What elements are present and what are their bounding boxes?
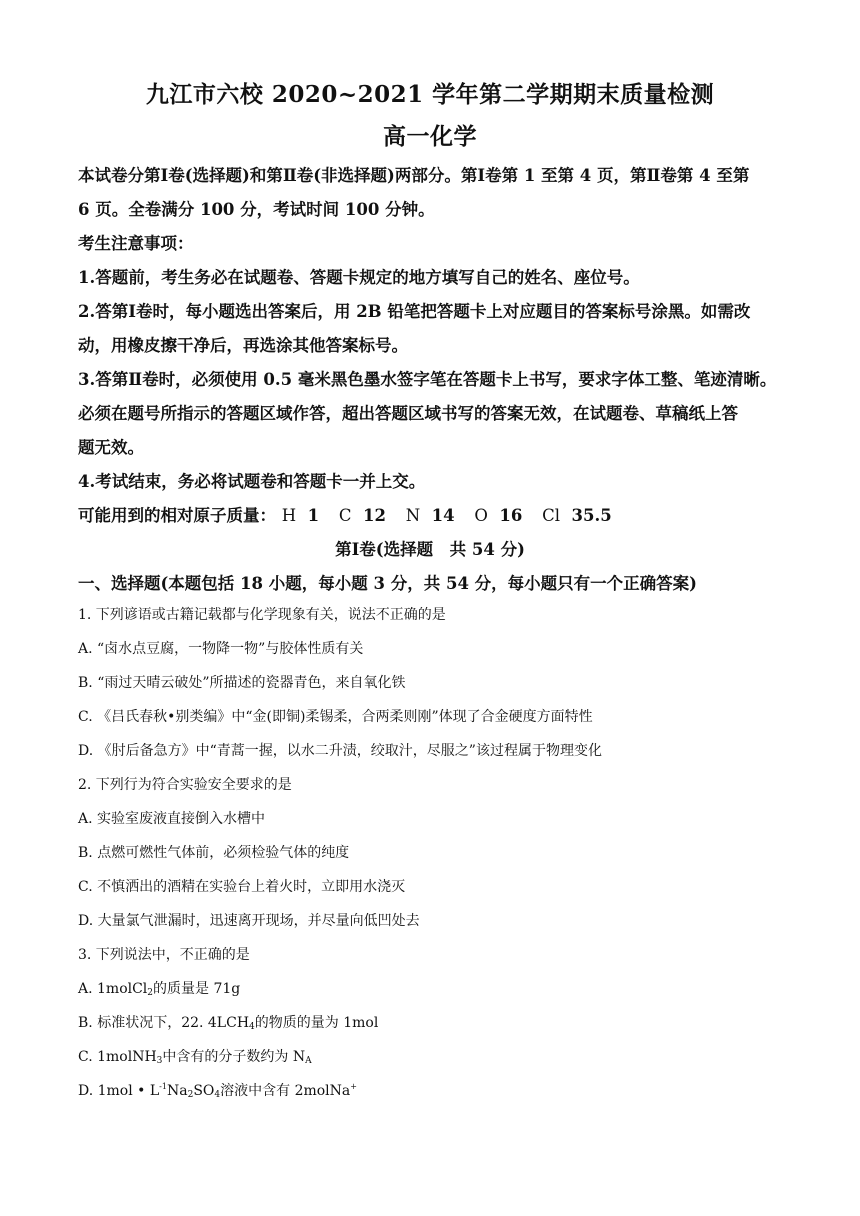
q1-option-b: B. “雨过天晴云破处”所描述的瓷器青色，来自氧化铁 — [78, 675, 406, 691]
q3-d-sup: + — [350, 1082, 357, 1091]
notice-item-3a: 3.答第Ⅱ卷时，必须使用 0.5 毫米黑色墨水签字笔在答题卡上书写，要求字体工整、笔迹清晰。 — [78, 370, 777, 389]
intro-line-1: 本试卷分第Ⅰ卷(选择题)和第Ⅱ卷(非选择题)两部分。第Ⅰ卷第 1 至第 4 页，第Ⅱ卷第 4 至第 — [78, 166, 750, 185]
q3-c-text: C. 1molNH — [78, 1049, 157, 1065]
q3-b-text: B. 标准状况下，22. 4LCH — [78, 1015, 250, 1031]
q3-d-text: 溶液中含有 2molNa — [220, 1083, 351, 1099]
atomic-mass-el: H — [281, 506, 297, 525]
atomic-mass-el: Cl — [542, 506, 561, 525]
q2-option-c: C. 不慎洒出的酒精在实验台上着火时，立即用水浇灭 — [78, 879, 406, 895]
q2-option-d: D. 大量氯气泄漏时，迅速离开现场，并尽量向低凹处去 — [78, 913, 420, 929]
atomic-mass-el: O — [474, 506, 488, 525]
q3-d-sub: 4 — [214, 1090, 221, 1100]
q2-option-a: A. 实验室废液直接倒入水槽中 — [78, 811, 266, 827]
notice-item-1: 1.答题前，考生务必在试题卷、答题卡规定的地方填写自己的姓名、座位号。 — [78, 268, 640, 287]
q3-d-text: Na — [166, 1083, 188, 1099]
part1-heading: 第Ⅰ卷(选择题 共 54 分) — [335, 540, 525, 559]
q3-option-d — [78, 1080, 357, 1100]
atomic-mass-val: 16 — [499, 506, 523, 525]
notice-item-2b: 动，用橡皮擦干净后，再选涂其他答案标号。 — [78, 336, 408, 355]
q3-option-c — [78, 1046, 312, 1066]
q3-a-sub: 2 — [147, 988, 154, 998]
q3-d-sub: 2 — [187, 1090, 194, 1100]
notice-item-3c: 题无效。 — [78, 438, 144, 457]
atomic-mass-label: 可能用到的相对原子质量： — [78, 506, 276, 525]
q1-stem: 1. 下列谚语或古籍记载都与化学现象有关，说法不正确的是 — [78, 607, 446, 623]
q2-stem: 2. 下列行为符合实验安全要求的是 — [78, 777, 292, 793]
q2-option-b: B. 点燃可燃性气体前，必须检验气体的纯度 — [78, 845, 350, 861]
q1-option-c: C. 《吕氏春秋•别类编》中“金(即铜)柔锡柔，合两柔则刚”体现了合金硬度方面特性 — [78, 709, 593, 725]
atomic-mass-line — [78, 502, 612, 526]
q1-option-d: D. 《肘后备急方》中“青蒿一握，以水二升渍，绞取汁，尽服之”该过程属于物理变化 — [78, 743, 602, 759]
atomic-mass-val: 35.5 — [571, 506, 612, 525]
q3-a-text: 的质量是 71g — [153, 981, 241, 997]
q3-stem: 3. 下列说法中，不正确的是 — [78, 947, 250, 963]
q1-option-a: A. “卤水点豆腐，一物降一物”与胶体性质有关 — [78, 641, 364, 657]
notice-item-2a: 2.答第Ⅰ卷时，每小题选出答案后，用 2B 铅笔把答题卡上对应题目的答案标号涂黑。如需改 — [78, 302, 751, 321]
q3-a-text: A. 1molCl — [78, 981, 148, 997]
notice-heading: 考生注意事项： — [78, 234, 194, 253]
atomic-mass-el: N — [405, 506, 421, 525]
intro-line-2: 6 页。全卷满分 100 分，考试时间 100 分钟。 — [78, 200, 435, 219]
q3-d-text: SO — [193, 1083, 215, 1099]
atomic-mass-el: C — [338, 506, 352, 525]
notice-item-3b: 必须在题号所指示的答题区域作答，超出答题区域书写的答案无效，在试题卷、草稿纸上答 — [78, 404, 738, 423]
q3-d-text: D. 1mol • L — [78, 1083, 160, 1099]
q3-d-sup: -1 — [159, 1082, 167, 1091]
notice-item-4: 4.考试结束，务必将试题卷和答题卡一并上交。 — [78, 472, 426, 491]
atomic-mass-val: 1 — [307, 506, 320, 525]
atomic-mass-val: 12 — [363, 506, 386, 525]
q3-c-sub: A — [305, 1056, 312, 1066]
q3-option-b — [78, 1012, 378, 1032]
q3-b-sub: 4 — [249, 1022, 255, 1032]
section-heading: 一、选择题(本题包括 18 小题，每小题 3 分，共 54 分，每小题只有一个正确答案) — [78, 574, 697, 593]
q3-b-text: 的物质的量为 1mol — [254, 1015, 379, 1031]
q3-c-text: 中含有的分子数约为 N — [162, 1049, 306, 1065]
q3-c-sub: 3 — [156, 1056, 163, 1066]
q3-option-a — [78, 978, 240, 998]
exam-subtitle: 高一化学 — [383, 123, 477, 150]
atomic-mass-val: 14 — [431, 506, 455, 525]
exam-title: 九江市六校 2020~2021 学年第二学期期末质量检测 — [145, 81, 715, 108]
